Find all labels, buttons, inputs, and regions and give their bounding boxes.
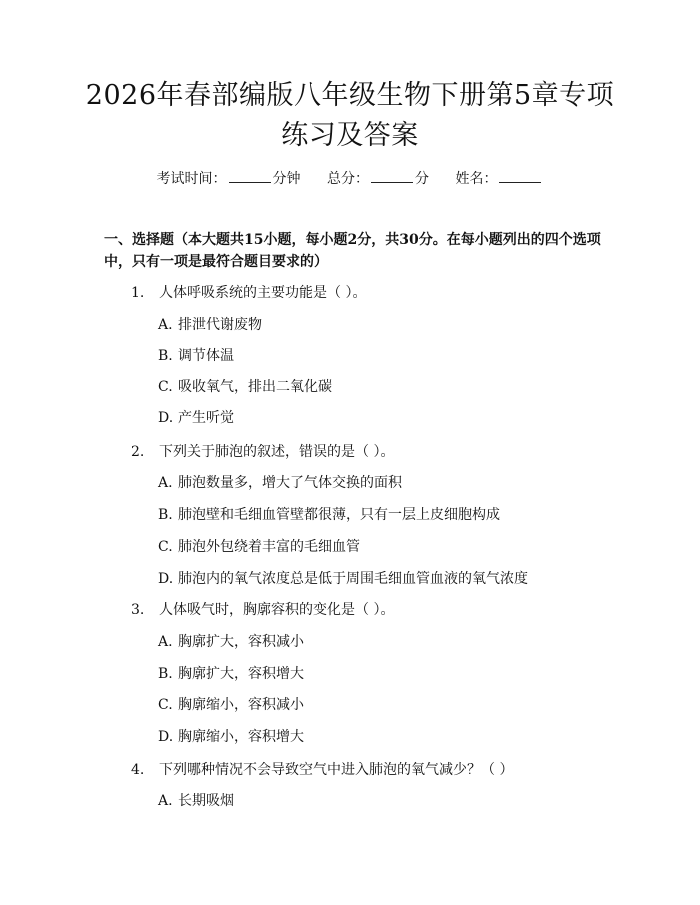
- name-label: 姓名：: [455, 171, 498, 187]
- question-1-option-d: [158, 408, 234, 428]
- option-letter: B.: [158, 666, 173, 682]
- question-number: 4.: [131, 762, 145, 778]
- option-letter: A.: [158, 634, 173, 650]
- question-number: 1.: [131, 285, 145, 301]
- total-score-field: [327, 171, 433, 187]
- option-letter: C.: [158, 697, 173, 713]
- exam-time-unit: 分钟: [272, 171, 301, 187]
- document-title: [60, 76, 640, 156]
- option-letter: B.: [158, 348, 173, 364]
- option-letter: C.: [158, 379, 173, 395]
- question-1-option-b: [158, 346, 234, 366]
- section-heading: 一、选择题（本大题共15小题，每小题2分，共30分。在每小题列出的四个选项中，只有一项是最符合题目要求的）: [104, 232, 601, 270]
- total-score-label: 总分：: [327, 171, 369, 187]
- question-3-option-c: [158, 695, 304, 715]
- option-text: 胸廓扩大，容积减小: [178, 634, 304, 650]
- question-2-option-d: [158, 569, 528, 589]
- question-stem: 人体吸气时，胸廓容积的变化是（ ）。: [159, 602, 395, 618]
- option-letter: D.: [158, 729, 174, 745]
- option-text: 调节体温: [178, 348, 234, 364]
- question-stem: 下列哪种情况不会导致空气中进入肺泡的氧气减少？（ ）: [159, 762, 514, 778]
- option-text: 胸廓缩小，容积增大: [178, 729, 304, 745]
- question-1-option-c: [158, 377, 332, 397]
- option-letter: B.: [158, 507, 173, 523]
- title-line-2: 练习及答案: [281, 120, 419, 151]
- total-score-blank: [371, 170, 413, 183]
- question-2-option-c: [158, 537, 360, 557]
- option-text: 肺泡内的氧气浓度总是低于周围毛细血管血液的氧气浓度: [178, 571, 528, 587]
- question-1: [131, 283, 366, 303]
- question-4-option-a: [158, 791, 234, 811]
- question-2: [131, 442, 394, 462]
- question-4: [131, 760, 513, 780]
- exam-time-label: 考试时间：: [156, 171, 227, 187]
- option-text: 胸廓扩大，容积增大: [178, 666, 304, 682]
- title-line-1: 2026年春部编版八年级生物下册第5章专项: [85, 80, 615, 111]
- question-3-option-d: [158, 727, 304, 747]
- exam-info-line: [0, 169, 700, 189]
- question-stem: 下列关于肺泡的叙述，错误的是（ ）。: [159, 444, 395, 460]
- option-text: 肺泡数量多，增大了气体交换的面积: [178, 475, 402, 491]
- question-stem: 人体呼吸系统的主要功能是（ ）。: [159, 285, 367, 301]
- name-blank: [499, 170, 541, 183]
- question-number: 3.: [131, 602, 145, 618]
- option-text: 吸收氧气，排出二氧化碳: [178, 379, 332, 395]
- option-text: 排泄代谢废物: [178, 317, 262, 333]
- question-2-option-b: [158, 505, 500, 525]
- question-1-option-a: [158, 315, 262, 335]
- option-letter: D.: [158, 410, 174, 426]
- option-letter: A.: [158, 317, 173, 333]
- question-3: [131, 600, 394, 620]
- option-letter: A.: [158, 793, 173, 809]
- exam-time-field: [157, 171, 305, 187]
- option-text: 肺泡壁和毛细血管壁都很薄，只有一层上皮细胞构成: [178, 507, 500, 523]
- option-text: 产生听觉: [178, 410, 234, 426]
- option-text: 长期吸烟: [178, 793, 234, 809]
- question-3-option-b: [158, 664, 304, 684]
- option-text: 胸廓缩小，容积减小: [178, 697, 304, 713]
- total-score-unit: 分: [415, 171, 429, 187]
- option-letter: C.: [158, 539, 173, 555]
- option-letter: A.: [158, 475, 173, 491]
- option-letter: D.: [158, 571, 174, 587]
- question-number: 2.: [131, 444, 145, 460]
- name-field: [455, 171, 543, 187]
- option-text: 肺泡外包绕着丰富的毛细血管: [178, 539, 360, 555]
- question-3-option-a: [158, 632, 304, 652]
- exam-time-blank: [229, 170, 271, 183]
- question-2-option-a: [158, 473, 402, 493]
